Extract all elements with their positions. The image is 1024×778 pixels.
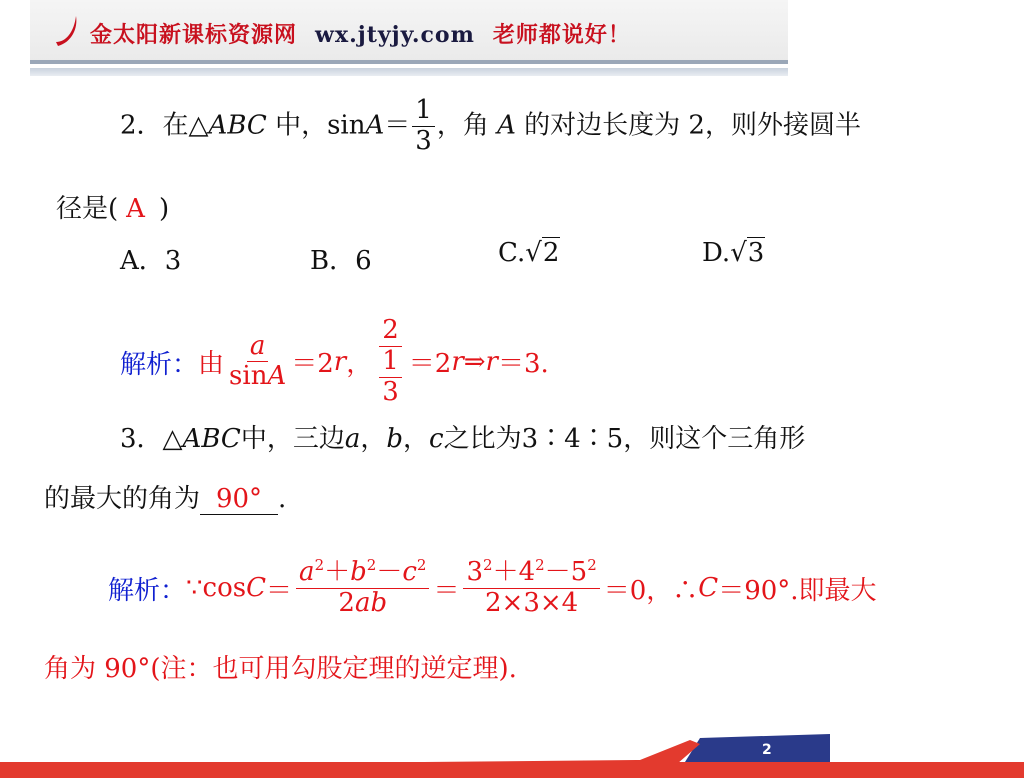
q3-sep2: ， bbox=[403, 424, 430, 454]
q3-because: ∵cos bbox=[186, 573, 247, 603]
q2-angle: A bbox=[365, 110, 385, 141]
q2-f2-den bbox=[374, 347, 407, 408]
q3-n2-minus: －5 bbox=[544, 557, 588, 588]
q3-line1 bbox=[120, 418, 805, 455]
q3-answer-blank bbox=[200, 484, 278, 515]
q3-result2: ＝90°.即最大 bbox=[718, 575, 877, 606]
q3-eq2: ＝ bbox=[433, 575, 460, 606]
q2-number: 2．在△ bbox=[120, 110, 209, 141]
q3-frac1-den bbox=[335, 589, 390, 619]
q3-n-c: c bbox=[402, 557, 417, 588]
q3-den2: 2×3×4 bbox=[485, 588, 579, 618]
q2-line2-suffix: ) bbox=[158, 194, 170, 224]
q3-side-b: b bbox=[386, 424, 404, 454]
q2-text: 中，sin bbox=[266, 110, 366, 141]
q3-side-c: c bbox=[429, 424, 444, 454]
implies-icon: ⇒ bbox=[463, 346, 486, 377]
q3-result: ＝0，∴ bbox=[603, 575, 699, 606]
q3-angle-c: C bbox=[246, 573, 267, 603]
q2-f1-num: a bbox=[247, 332, 269, 363]
q2-f1-den bbox=[226, 362, 289, 392]
q3-exp6: 2 bbox=[587, 556, 597, 575]
q3-frac2-num bbox=[463, 557, 599, 589]
q2-option-d bbox=[702, 238, 765, 268]
q2-option-a: A．3 bbox=[120, 246, 182, 276]
q3-line2 bbox=[44, 478, 286, 515]
q3-den1: 2 bbox=[338, 588, 355, 618]
q3-n-b: b bbox=[350, 557, 367, 588]
q2-frac-num: 1 bbox=[412, 96, 435, 127]
header-title bbox=[90, 18, 631, 49]
q3-line2-suffix: . bbox=[278, 484, 287, 514]
q2-sol-r2: r bbox=[451, 346, 464, 377]
q3-solution-label: 解析： bbox=[108, 575, 187, 606]
q2-equals: ＝ bbox=[384, 110, 411, 141]
q2-solution bbox=[120, 312, 549, 412]
q3-triangle: ABC bbox=[182, 424, 241, 454]
q3-side-a: a bbox=[344, 424, 361, 454]
q3-frac1-num bbox=[296, 557, 429, 589]
q2-text2: ，角 bbox=[436, 110, 498, 141]
q3-eq: ＝ bbox=[266, 575, 293, 606]
q2-text3: 的对边长度为 2，则外接圆半 bbox=[515, 110, 861, 141]
q2-option-c-label: C. bbox=[498, 238, 526, 268]
q2-f2-num: 2 bbox=[379, 316, 402, 347]
q3-exp3: 2 bbox=[416, 556, 427, 575]
q2-option-b: B．6 bbox=[310, 246, 372, 276]
q3-solution-body bbox=[186, 557, 877, 619]
q2-frac-den: 3 bbox=[415, 125, 432, 156]
q3-exp1: 2 bbox=[314, 556, 325, 575]
q2-line1 bbox=[120, 96, 861, 157]
footer-bar bbox=[0, 762, 1024, 778]
page-number: 2 bbox=[762, 742, 772, 758]
q2-answer: A bbox=[126, 194, 145, 224]
q3-sep1: ， bbox=[360, 424, 387, 454]
q2-sol-end: ＝3. bbox=[497, 349, 549, 380]
header-divider bbox=[30, 60, 788, 64]
header-shadow bbox=[30, 68, 788, 76]
q2-line2-prefix: 径是( bbox=[56, 194, 119, 224]
site-name: 金太阳新课标资源网 bbox=[90, 23, 298, 48]
q2-sol-r1: r bbox=[333, 346, 347, 377]
q2-sol-comma: ， bbox=[346, 349, 373, 380]
q2-fraction bbox=[412, 96, 435, 157]
q2-f2-inner-num: 1 bbox=[379, 347, 402, 378]
q2-solution-frac1 bbox=[226, 332, 289, 393]
site-greeting: 老师都说好！ bbox=[492, 23, 631, 48]
q3-n2-plus: ＋4 bbox=[492, 557, 536, 588]
q3-text1: 中，三边 bbox=[240, 424, 345, 454]
q3-n-minus: － bbox=[376, 557, 403, 588]
q3-text2: 之比为3∶4∶5，则这个三角形 bbox=[443, 424, 806, 454]
q2-option-d-radicand: 3 bbox=[747, 238, 765, 268]
q3-frac2 bbox=[463, 557, 599, 619]
sqrt-icon: √3 bbox=[730, 238, 765, 268]
q2-solution-label: 解析： bbox=[120, 349, 199, 380]
q3-n-plus: ＋ bbox=[324, 557, 351, 588]
q2-sol-mid1: ＝2 bbox=[291, 349, 334, 380]
q3-exp5: 2 bbox=[535, 556, 545, 575]
q2-triangle: ABC bbox=[208, 110, 267, 141]
q2-angle2: A bbox=[497, 110, 516, 141]
q2-line2 bbox=[56, 188, 169, 225]
site-url[interactable]: wx.jtyjy.com bbox=[315, 22, 475, 48]
q3-exp2: 2 bbox=[366, 556, 377, 575]
q2-solution-body bbox=[198, 316, 549, 408]
q2-solution-frac2 bbox=[374, 316, 407, 408]
q2-option-c-radicand: 2 bbox=[542, 238, 560, 268]
q3-angle-c2: C bbox=[698, 573, 719, 603]
q3-frac1 bbox=[296, 557, 429, 619]
sqrt-icon: √2 bbox=[525, 238, 560, 268]
q3-line2-prefix: 的最大的角为 bbox=[44, 484, 201, 514]
q3-n-a: a bbox=[299, 557, 315, 588]
q2-sol-r3: r bbox=[485, 346, 498, 377]
logo-swoosh-icon bbox=[52, 12, 82, 48]
q3-solution-line2: 角为 90°(注：也可用勾股定理的逆定理). bbox=[44, 654, 517, 684]
q3-number: 3．△ bbox=[120, 424, 183, 454]
q3-n2-3: 3 bbox=[466, 557, 484, 588]
q3-solution bbox=[108, 548, 877, 628]
q2-option-d-label: D. bbox=[702, 238, 731, 268]
q2-sol-mid2: ＝2 bbox=[408, 349, 452, 380]
q2-f2-inner bbox=[379, 347, 402, 408]
q2-f2-inner-den: 3 bbox=[382, 376, 399, 407]
q2-solution-you: 由 bbox=[198, 349, 225, 380]
q2-f1-den-sin: sin bbox=[229, 361, 268, 392]
q3-exp4: 2 bbox=[483, 556, 493, 575]
q2-f1-den-a: A bbox=[267, 361, 287, 392]
q2-option-c bbox=[498, 238, 560, 268]
q3-answer: 90° bbox=[215, 484, 263, 514]
q3-den1-ab: ab bbox=[354, 588, 388, 618]
